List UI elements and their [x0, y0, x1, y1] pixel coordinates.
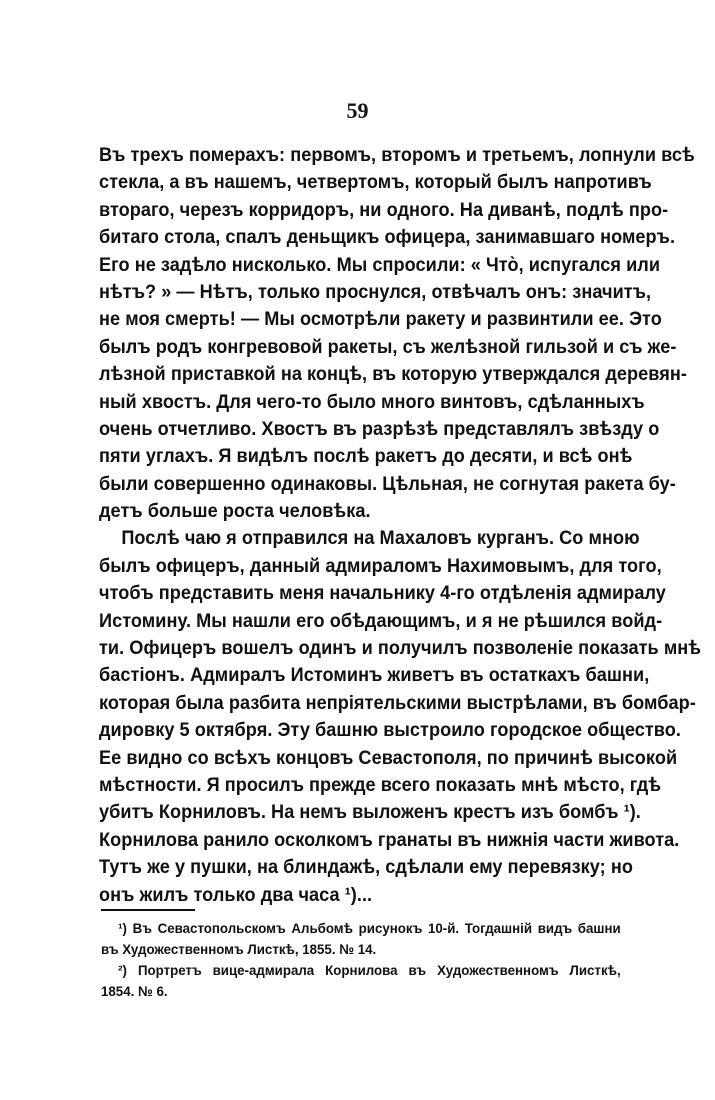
text-line: лѣзной приставкой на концѣ, въ которую утверждался деревян-	[99, 363, 687, 386]
body-text	[99, 142, 702, 909]
text-line: были совершенно одинаковы. Цѣльная, не согнутая ракета бу-	[99, 472, 676, 495]
text-line: убитъ Корниловъ. На немъ выложенъ крестъ изъ бомбъ ¹).	[99, 801, 641, 824]
text-line: мѣстности. Я просилъ прежде всего показать мнѣ мѣсто, гдѣ	[99, 773, 662, 796]
text-line: чтобъ представить меня начальнику 4-го отдѣленія адмиралу	[99, 582, 666, 605]
footnote-divider	[101, 909, 195, 911]
page-number: 59	[346, 98, 369, 123]
text-line: которая была разбита непрiятельскими выстрѣлами, въ бомбар-	[99, 691, 696, 714]
text-line: онъ жилъ только два часа ¹)...	[99, 883, 373, 906]
text-line: Въ трехъ померахъ: первомъ, второмъ и третьемъ, лопнули всѣ	[99, 144, 695, 166]
text-line: Его не задѣло нисколько. Мы спросили: « Что̀, испугался или	[99, 253, 661, 276]
footnote-line: ²) Портретъ вице-адмирала Корнилова въ Художественномъ Листкѣ,	[118, 962, 621, 978]
footnote-line: въ Художественномъ Листкѣ, 1855. № 14.	[101, 941, 377, 957]
text-line: не моя смерть! — Мы осмотрѣли ракету и развинтили ее. Это	[99, 308, 662, 331]
footnote-line: 1854. № 6.	[101, 983, 168, 999]
text-line: очень отчетливо. Хвостъ въ разрѣзѣ представлялъ звѣзду о	[99, 417, 660, 440]
text-line: пяти углахъ. Я видѣлъ послѣ ракетъ до десяти, и всѣ онѣ	[99, 445, 633, 468]
text-line: ный хвостъ. Для чего-то было много винтовъ, сдѣланныхъ	[99, 390, 645, 413]
text-line: нѣтъ? » — Нѣтъ, только проснулся, отвѣчалъ онъ: значитъ,	[99, 280, 652, 303]
text-line: битаго стола, спалъ деньщикъ офицера, занимавшаго номеръ.	[99, 226, 676, 249]
text-line: ти. Офицеръ вошелъ одинъ и получилъ позволенiе показать мнѣ	[99, 637, 702, 660]
text-line: Послѣ чаю я отправился на Махаловъ курганъ. Со мною	[121, 527, 640, 550]
text-line: былъ родъ конгревовой ракеты, съ желѣзной гильзой и съ же-	[99, 335, 677, 358]
footnotes	[101, 918, 621, 1002]
text-line: Корнилова ранило осколкомъ гранаты въ нижнiя части живота.	[99, 828, 680, 851]
text-line: былъ офицеръ, данный адмираломъ Нахимовымъ, для того,	[99, 554, 662, 577]
text-line: Тутъ же у пушки, на блиндажѣ, сдѣлали ему перевязку; но	[99, 856, 633, 879]
footnote-line: ¹) Въ Севастопольскомъ Альбомѣ рисунокъ 10-й. Тогдашнiй видъ башни	[118, 920, 621, 936]
text-line: втораго, черезъ корридоръ, ни одного. На диванѣ, подлѣ про-	[99, 198, 669, 221]
text-line: Истомину. Мы нашли его обѣдающимъ, и я не рѣшился войд-	[99, 609, 663, 632]
text-line: Ее видно со всѣхъ концовъ Севастополя, по причинѣ высокой	[99, 746, 678, 769]
text-line: детъ больше роста человѣка.	[99, 500, 371, 523]
text-line: стекла, а въ нашемъ, четвертомъ, который былъ напротивъ	[99, 171, 652, 194]
text-line: дировку 5 октября. Эту башню выстроило городское общество.	[99, 719, 681, 742]
text-line: бастiонъ. Адмиралъ Истоминъ живетъ въ остаткахъ башни,	[99, 664, 650, 687]
